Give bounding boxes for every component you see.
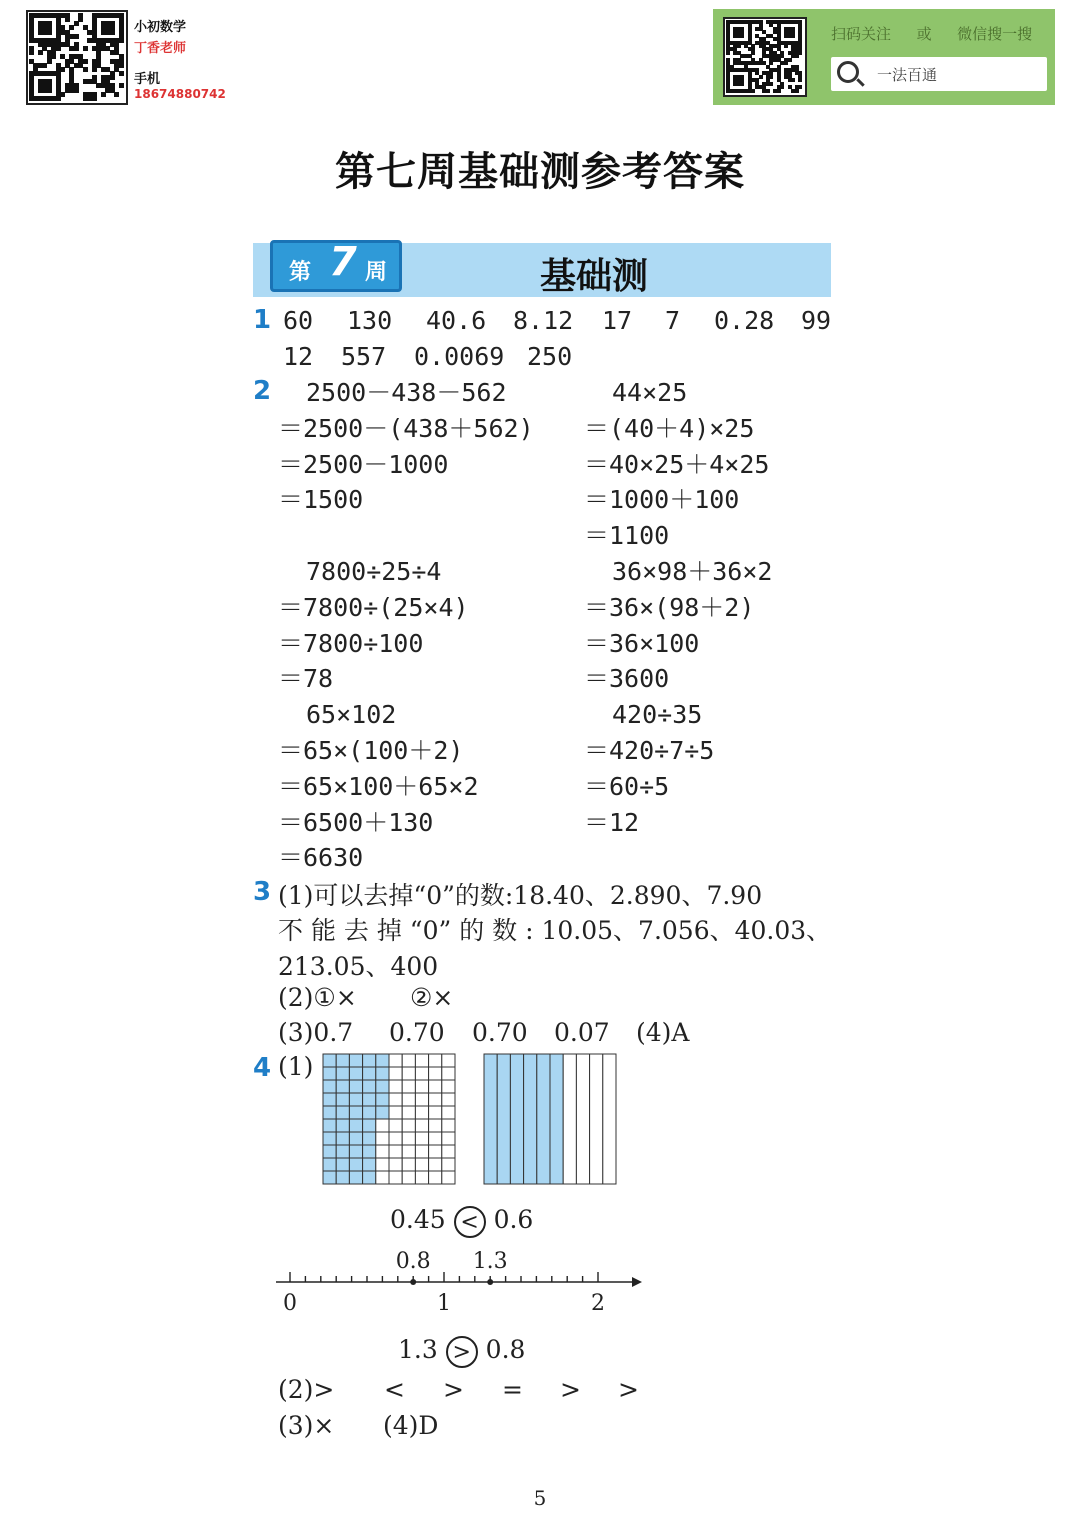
q2-right-line: ＝3600 bbox=[584, 664, 670, 694]
tenth-bar bbox=[603, 1054, 616, 1184]
grid-cell bbox=[442, 1080, 455, 1093]
contact-qr-code bbox=[26, 10, 128, 105]
number-line-point bbox=[487, 1279, 493, 1285]
tenth-bar bbox=[524, 1054, 537, 1184]
q1-row1-item: 0.28 bbox=[714, 306, 775, 335]
number-line-point bbox=[410, 1279, 416, 1285]
grid-cell bbox=[376, 1080, 389, 1093]
grid-cell bbox=[376, 1158, 389, 1171]
grid-cell bbox=[442, 1106, 455, 1119]
tenth-bar bbox=[497, 1054, 510, 1184]
number-line-label: 0 bbox=[283, 1291, 297, 1316]
contact-info bbox=[134, 14, 244, 104]
question-number-2: 2 bbox=[253, 376, 272, 406]
grid-cell bbox=[429, 1119, 442, 1132]
grid-cell bbox=[415, 1080, 428, 1093]
grid-cell bbox=[376, 1171, 389, 1184]
grid-cell bbox=[349, 1171, 362, 1184]
grid-cell bbox=[389, 1145, 402, 1158]
q2-right-line: 36×98＋36×2 bbox=[612, 556, 773, 586]
grid-cell bbox=[389, 1158, 402, 1171]
search-icon bbox=[837, 61, 859, 83]
q3-line5-item: 0.70 bbox=[389, 1018, 445, 1047]
number-line-label: 2 bbox=[591, 1291, 605, 1316]
grid-cell bbox=[363, 1106, 376, 1119]
grid-cell bbox=[429, 1132, 442, 1145]
q2-right-line: ＝420÷7÷5 bbox=[584, 735, 715, 765]
grid-cell bbox=[429, 1054, 442, 1067]
grid-cell bbox=[323, 1054, 336, 1067]
q1-row1-item: 130 bbox=[347, 306, 393, 335]
q4-part2-item: > bbox=[560, 1375, 581, 1404]
grid-cell bbox=[415, 1119, 428, 1132]
compare1 bbox=[390, 1205, 533, 1238]
q3-line5-item: (3)0.7 bbox=[278, 1018, 354, 1047]
q3-line5-item: 0.70 bbox=[472, 1018, 528, 1047]
grid-cell bbox=[349, 1106, 362, 1119]
promo-qr-code bbox=[723, 17, 807, 97]
search-box-value: 一法百通 bbox=[877, 66, 938, 84]
grid-cell bbox=[389, 1119, 402, 1132]
grid-cell bbox=[336, 1171, 349, 1184]
grid-cell bbox=[389, 1067, 402, 1080]
grid-cell bbox=[323, 1145, 336, 1158]
wechat-search-text: 微信搜一搜 bbox=[957, 25, 1033, 43]
grid-cell bbox=[442, 1093, 455, 1106]
grid-cell bbox=[442, 1145, 455, 1158]
tenth-bars-figure bbox=[483, 1053, 617, 1185]
q2-left-column bbox=[278, 375, 534, 876]
grid-cell bbox=[442, 1054, 455, 1067]
section-title: 基础测 bbox=[540, 255, 649, 297]
q1-row2-item: 12 bbox=[283, 342, 314, 371]
grid-cell bbox=[429, 1093, 442, 1106]
q2-left-line: ＝6500＋130 bbox=[278, 807, 434, 837]
grid-cell bbox=[429, 1171, 442, 1184]
grid-cell bbox=[363, 1080, 376, 1093]
grid-cell bbox=[442, 1132, 455, 1145]
grid-cell bbox=[349, 1067, 362, 1080]
q4-part2-item: > bbox=[443, 1375, 464, 1404]
week-number: 7 bbox=[329, 239, 357, 285]
compare2-left: 1.3 bbox=[398, 1335, 438, 1364]
q2-left-line bbox=[278, 518, 534, 554]
q2-left-line: ＝2500－(438＋562) bbox=[278, 413, 534, 443]
grid-cell bbox=[415, 1093, 428, 1106]
grid-cell bbox=[442, 1119, 455, 1132]
q2-left-line: ＝7800÷(25×4) bbox=[278, 592, 469, 622]
grid-cell bbox=[336, 1119, 349, 1132]
q2-left-line: ＝65×100＋65×2 bbox=[278, 771, 479, 801]
tenth-bar bbox=[590, 1054, 603, 1184]
grid-cell bbox=[415, 1132, 428, 1145]
grid-cell bbox=[442, 1158, 455, 1171]
q1-row1-item: 40.6 bbox=[426, 306, 487, 335]
number-line-point-label: 1.3 bbox=[472, 1249, 508, 1274]
q4-part2-item: = bbox=[502, 1375, 523, 1404]
q2-left-line: 7800÷25÷4 bbox=[306, 556, 442, 586]
tenth-bar bbox=[484, 1054, 497, 1184]
grid-cell bbox=[349, 1093, 362, 1106]
grid-cell bbox=[402, 1145, 415, 1158]
grid-cell bbox=[363, 1158, 376, 1171]
tenth-bar bbox=[550, 1054, 563, 1184]
grid-cell bbox=[415, 1054, 428, 1067]
question-number-1: 1 bbox=[253, 305, 272, 335]
grid-cell bbox=[323, 1132, 336, 1145]
grid-cell bbox=[363, 1119, 376, 1132]
grid-cell bbox=[415, 1145, 428, 1158]
grid-cell bbox=[349, 1132, 362, 1145]
q4-part2-item: > bbox=[618, 1375, 639, 1404]
grid-cell bbox=[402, 1093, 415, 1106]
q3-line1: (1)可以去掉“0”的数:18.40、2.890、7.90 bbox=[278, 881, 763, 910]
q1-row1-item: 60 bbox=[283, 306, 314, 335]
q2-right-line: ＝60÷5 bbox=[584, 771, 670, 801]
grid-cell bbox=[363, 1145, 376, 1158]
contact-subject: 小初数学 bbox=[134, 20, 187, 35]
grid-cell bbox=[429, 1067, 442, 1080]
grid-cell bbox=[363, 1132, 376, 1145]
hundred-grid-figure bbox=[322, 1053, 456, 1185]
grid-cell bbox=[429, 1106, 442, 1119]
q2-right-line: ＝1100 bbox=[584, 521, 670, 551]
grid-cell bbox=[323, 1119, 336, 1132]
q1-row1-item: 7 bbox=[665, 306, 681, 335]
q3-line5-item: (4)A bbox=[636, 1018, 690, 1047]
grid-cell bbox=[402, 1054, 415, 1067]
grid-cell bbox=[402, 1158, 415, 1171]
q3-line4-part2: ②× bbox=[410, 983, 454, 1012]
grid-cell bbox=[336, 1080, 349, 1093]
grid-cell bbox=[442, 1171, 455, 1184]
grid-cell bbox=[429, 1158, 442, 1171]
grid-cell bbox=[415, 1106, 428, 1119]
q4-part2-item: (2)> bbox=[278, 1375, 335, 1404]
grid-cell bbox=[376, 1145, 389, 1158]
grid-cell bbox=[336, 1106, 349, 1119]
number-line-label: 1 bbox=[437, 1291, 451, 1316]
q1-row2-item: 250 bbox=[527, 342, 573, 371]
tenth-bar bbox=[576, 1054, 589, 1184]
grid-cell bbox=[323, 1067, 336, 1080]
grid-cell bbox=[402, 1119, 415, 1132]
grid-cell bbox=[349, 1054, 362, 1067]
grid-cell bbox=[323, 1171, 336, 1184]
number-line-point-label: 0.8 bbox=[395, 1249, 431, 1274]
number-line-arrow bbox=[632, 1277, 642, 1287]
compare1-left: 0.45 bbox=[390, 1205, 446, 1234]
grid-cell bbox=[363, 1067, 376, 1080]
q1-row2-item: 557 bbox=[341, 342, 387, 371]
grid-cell bbox=[363, 1171, 376, 1184]
week-badge bbox=[270, 240, 402, 292]
search-box[interactable] bbox=[831, 57, 1047, 91]
tenth-bar bbox=[563, 1054, 576, 1184]
q1-row2-item: 0.0069 bbox=[414, 342, 505, 371]
compare2-sign: > bbox=[446, 1336, 478, 1368]
promo-banner[interactable] bbox=[713, 9, 1055, 105]
tenth-bar bbox=[510, 1054, 523, 1184]
week-prefix: 第 bbox=[289, 260, 312, 285]
grid-cell bbox=[389, 1093, 402, 1106]
grid-cell bbox=[389, 1132, 402, 1145]
q2-left-line: ＝78 bbox=[278, 664, 334, 694]
q2-left-line: 65×102 bbox=[306, 700, 397, 730]
q3-line4-part1: (2)①× bbox=[278, 983, 357, 1012]
q2-right-line: 420÷35 bbox=[612, 700, 703, 730]
q4-part3-item: (3)× bbox=[278, 1411, 335, 1440]
q2-right-line: ＝12 bbox=[584, 807, 640, 837]
grid-cell bbox=[336, 1093, 349, 1106]
q2-left-line: ＝6630 bbox=[278, 843, 364, 873]
q2-right-line: ＝1000＋100 bbox=[584, 485, 740, 515]
grid-cell bbox=[402, 1106, 415, 1119]
q2-right-line: ＝36×(98＋2) bbox=[584, 592, 755, 622]
q1-row1-item: 17 bbox=[602, 306, 633, 335]
q2-left-line: ＝1500 bbox=[278, 485, 364, 515]
grid-cell bbox=[376, 1067, 389, 1080]
grid-cell bbox=[323, 1106, 336, 1119]
grid-cell bbox=[415, 1158, 428, 1171]
q3-line3: 213.05、400 bbox=[278, 952, 439, 981]
compare2 bbox=[398, 1335, 525, 1368]
grid-cell bbox=[363, 1054, 376, 1067]
grid-cell bbox=[376, 1106, 389, 1119]
q4-part1-label: (1) bbox=[278, 1052, 314, 1081]
q4-part2-item: < bbox=[384, 1375, 405, 1404]
grid-cell bbox=[336, 1132, 349, 1145]
question-number-4: 4 bbox=[253, 1053, 272, 1083]
tenth-bar bbox=[537, 1054, 550, 1184]
or-text: 或 bbox=[916, 25, 932, 43]
week-suffix: 周 bbox=[365, 260, 388, 285]
grid-cell bbox=[429, 1145, 442, 1158]
grid-cell bbox=[389, 1171, 402, 1184]
grid-cell bbox=[363, 1093, 376, 1106]
grid-cell bbox=[415, 1067, 428, 1080]
grid-cell bbox=[429, 1080, 442, 1093]
contact-phone-number: 18674880742 bbox=[134, 87, 226, 101]
q2-left-line: ＝2500－1000 bbox=[278, 449, 449, 479]
grid-cell bbox=[389, 1106, 402, 1119]
page-number: 5 bbox=[533, 1486, 547, 1510]
grid-cell bbox=[323, 1158, 336, 1171]
number-line bbox=[270, 1240, 650, 1320]
grid-cell bbox=[336, 1145, 349, 1158]
q4-part3-item: (4)D bbox=[383, 1411, 439, 1440]
promo-instruction bbox=[831, 23, 1032, 44]
document-title: 第七周基础测参考答案 bbox=[335, 148, 745, 195]
q2-left-line: ＝65×(100＋2) bbox=[278, 735, 464, 765]
grid-cell bbox=[402, 1067, 415, 1080]
q3-line5-item: 0.07 bbox=[554, 1018, 610, 1047]
grid-cell bbox=[336, 1067, 349, 1080]
grid-cell bbox=[349, 1080, 362, 1093]
grid-cell bbox=[402, 1080, 415, 1093]
grid-cell bbox=[336, 1158, 349, 1171]
q2-right-line: ＝40×25＋4×25 bbox=[584, 449, 770, 479]
compare2-right: 0.8 bbox=[485, 1335, 526, 1364]
contact-phone-label: 手机 bbox=[134, 72, 161, 87]
grid-cell bbox=[415, 1171, 428, 1184]
grid-cell bbox=[402, 1171, 415, 1184]
grid-cell bbox=[376, 1093, 389, 1106]
contact-teacher: 丁香老师 bbox=[134, 41, 187, 56]
grid-cell bbox=[349, 1158, 362, 1171]
grid-cell bbox=[323, 1080, 336, 1093]
q1-row1-item: 8.12 bbox=[513, 306, 574, 335]
grid-cell bbox=[376, 1132, 389, 1145]
compare1-sign: < bbox=[454, 1206, 486, 1238]
q2-left-line: ＝7800÷100 bbox=[278, 628, 424, 658]
q2-left-line: 2500－438－562 bbox=[306, 378, 507, 407]
grid-cell bbox=[389, 1054, 402, 1067]
grid-cell bbox=[376, 1119, 389, 1132]
q2-right-column bbox=[584, 375, 772, 840]
scan-follow-text: 扫码关注 bbox=[831, 25, 892, 43]
question-number-3: 3 bbox=[253, 877, 272, 907]
grid-cell bbox=[349, 1145, 362, 1158]
grid-cell bbox=[323, 1093, 336, 1106]
grid-cell bbox=[336, 1054, 349, 1067]
q1-row1-item: 99 bbox=[801, 306, 832, 335]
q2-right-line: 44×25 bbox=[612, 378, 688, 407]
q3-line2: 不 能 去 掉 “0” 的 数 : 10.05、7.056、40.03、 bbox=[278, 916, 832, 945]
q2-right-line: ＝(40＋4)×25 bbox=[584, 413, 755, 443]
grid-cell bbox=[376, 1054, 389, 1067]
grid-cell bbox=[442, 1067, 455, 1080]
grid-cell bbox=[389, 1080, 402, 1093]
compare1-right: 0.6 bbox=[493, 1205, 534, 1234]
q2-right-line: ＝36×100 bbox=[584, 628, 700, 658]
grid-cell bbox=[402, 1132, 415, 1145]
grid-cell bbox=[349, 1119, 362, 1132]
